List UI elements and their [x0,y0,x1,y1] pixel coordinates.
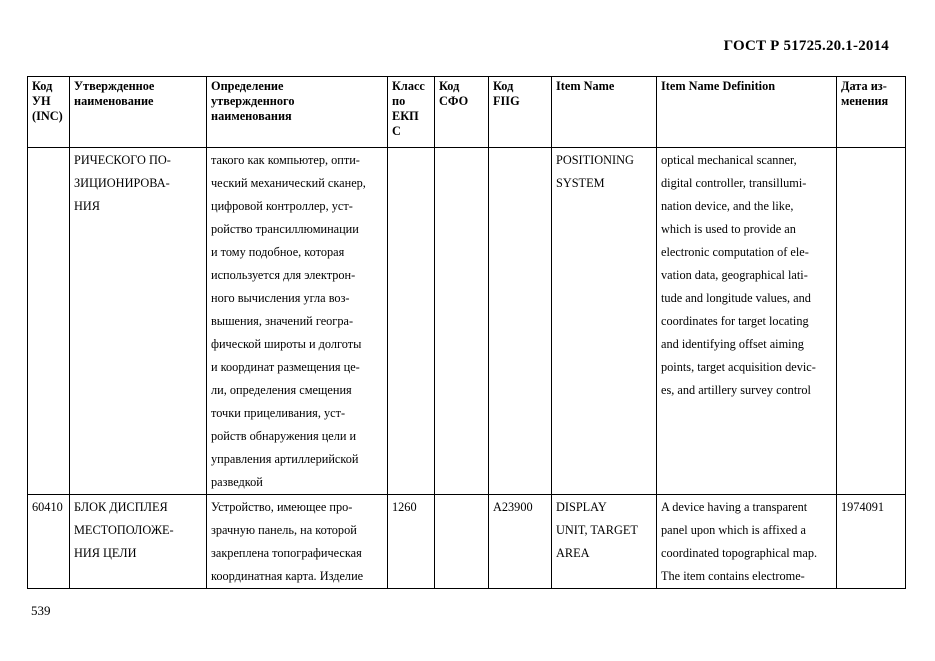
text-line: по [392,94,406,108]
text-line: (INC) [32,109,63,123]
header-item-definition [657,77,837,148]
text-line: ного вычисления угла воз- [211,291,350,305]
text-line: ли, определения смещения [211,383,352,397]
text-line: which is used to provide an [661,222,796,236]
text-line: electronic computation of ele- [661,245,809,259]
definition-cell [207,148,388,495]
text-line: Item Name Definition [661,79,776,93]
text-line: SYSTEM [556,176,605,190]
text-line: зрачную панель, на которой [211,523,357,537]
class-cell: 1260 [388,495,435,589]
text-line: coordinated topographical map. [661,546,818,560]
table-header-row [28,77,906,148]
item-definition-cell [657,148,837,495]
code-cell: 60410 [28,495,70,589]
text-line: УН [32,94,51,108]
text-line: наименование [74,94,154,108]
text-line: Дата из- [841,79,887,93]
code-cell [28,148,70,495]
text-line: Item Name [556,79,615,93]
text-line: разведкой [211,475,263,489]
header-sfo-code [435,77,489,148]
text-line: и тому подобное, которая [211,245,345,259]
text-line: утвержденного [211,94,295,108]
fiig-cell: A23900 [489,495,552,589]
text-line: С [392,124,401,138]
document-code: ГОСТ Р 51725.20.1-2014 [723,38,889,54]
text-line: Класс [392,79,425,93]
text-line: panel upon which is affixed a [661,523,806,537]
item-name-cell [552,148,657,495]
text-line: ЕКП [392,109,419,123]
text-line: координатная карта. Изделие [211,569,364,583]
header-definition [207,77,388,148]
name-cell [70,148,207,495]
text-line: es, and artillery survey control [661,383,811,397]
text-line: Код [439,79,460,93]
text-line: МЕСТОПОЛОЖЕ- [74,523,174,537]
text-line: точки прицеливания, уст- [211,406,346,420]
text-line: ЗИЦИОНИРОВА- [74,176,170,190]
sfo-cell [435,148,489,495]
text-line: и координат размещения це- [211,360,360,374]
text-line: ройство трансиллюминации [211,222,359,236]
text-line: СФО [439,94,469,108]
text-line: ческий механический сканер, [211,176,366,190]
text-line: НИЯ ЦЕЛИ [74,546,137,560]
text-line: цифровой контроллер, уст- [211,199,353,213]
text-line: фической широты и долготы [211,337,362,351]
header-item-name [552,77,657,148]
page-number: 539 [31,603,51,618]
table-row [28,148,906,495]
text-line: digital controller, transillumi- [661,176,807,190]
header-approved-name [70,77,207,148]
text-line: используется для электрон- [211,268,356,282]
text-line: вышения, значений геогра- [211,314,354,328]
text-line: управления артиллерийской [211,452,359,466]
text-line: Устройство, имеющее про- [211,500,353,514]
text-line: НИЯ [74,199,100,213]
text-line: наименования [211,109,292,123]
header-class [388,77,435,148]
text-line: The item contains electrome- [661,569,805,583]
text-line: AREA [556,546,590,560]
nomenclature-table [27,76,906,589]
text-line: БЛОК ДИСПЛЕЯ [74,500,168,514]
text-line: POSITIONING [556,153,634,167]
text-line: Определение [211,79,284,93]
text-line: DISPLAY [556,500,607,514]
header-change-date [837,77,906,148]
text-line: UNIT, TARGET [556,523,638,537]
text-line: tude and longitude values, and [661,291,811,305]
text-line: закреплена топографическая [211,546,362,560]
text-line: nation device, and the like, [661,199,794,213]
text-line: РИЧЕСКОГО ПО- [74,153,171,167]
text-line: A device having a transparent [661,500,808,514]
text-line: coordinates for target locating [661,314,809,328]
text-line: менения [841,94,889,108]
text-line: Код [493,79,514,93]
name-cell [70,495,207,589]
text-line: FIIG [493,94,520,108]
date-cell [837,148,906,495]
text-line: Утвержденное [74,79,155,93]
text-line: ройств обнаружения цели и [211,429,357,443]
text-line: and identifying offset aiming [661,337,804,351]
header-code-un [28,77,70,148]
text-line: vation data, geographical lati- [661,268,808,282]
fiig-cell [489,148,552,495]
table-row [28,495,906,589]
item-name-cell [552,495,657,589]
definition-cell [207,495,388,589]
text-line: optical mechanical scanner, [661,153,797,167]
sfo-cell [435,495,489,589]
header-fiig-code [489,77,552,148]
text-line: Код [32,79,53,93]
class-cell [388,148,435,495]
item-definition-cell [657,495,837,589]
text-line: такого как компьютер, опти- [211,153,360,167]
text-line: points, target acquisition devic- [661,360,816,374]
date-cell: 1974091 [837,495,906,589]
